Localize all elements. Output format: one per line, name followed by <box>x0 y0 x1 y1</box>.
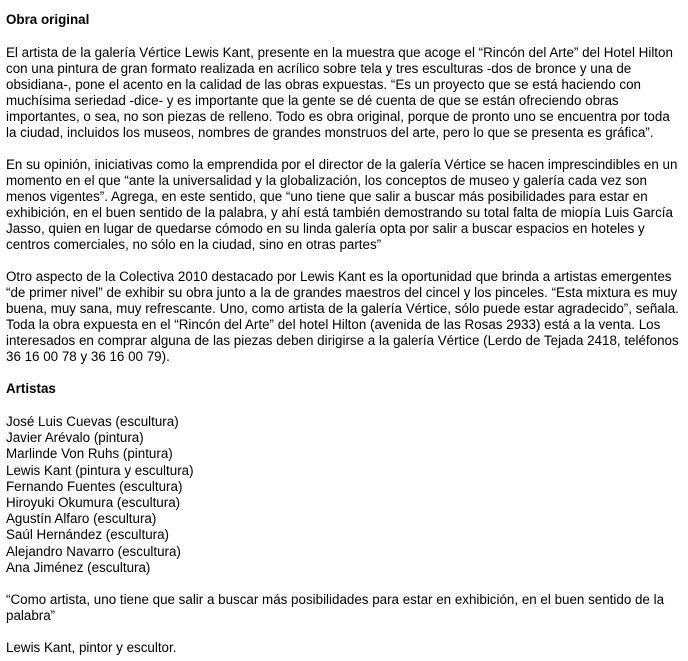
list-item: Fernando Fuentes (escultura) <box>6 478 183 494</box>
list-item: Saúl Hernández (escultura) <box>6 527 170 543</box>
list-item: Alejandro Navarro (escultura) <box>6 543 181 559</box>
list-item: Hiroyuki Okumura (escultura) <box>6 495 181 511</box>
list-item: Lewis Kant (pintura y escultura) <box>6 462 194 478</box>
paragraph-1: El artista de la galería Vértice Lewis Kant, presente en la muestra que acoge el “Rincón del Arte” del Hotel Hilton con una pintura de gran formato realizada en acrílico sobre tela y tres esculturas -dos de bronce y una de obsidiana-, pone el acento en la calidad de las obras expuestas. “Es un proyecto que se está haciendo con muchísima seriedad -dice- y es importante que la gente se dé cuenta de que se están ofreciendo obras importantes, o sea, no son piezas de relleno. Todo es obra original, porque de pronto uno se encuentra por toda la ciudad, incluidos los museos, nombres de grandes monstruos del arte, pero lo que se presenta es gráfica”. <box>6 45 673 140</box>
paragraph-4: Toda la obra expuesta en el “Rincón del Arte” del hotel Hilton (avenida de las Rosas 2933) está a la venta. Los interesados en comprar alguna de las piezas deben dirigirse a la galería Vértice (Lerdo de Tejada 2418, teléfonos 36 16 00 78 y 36 16 00 79). <box>6 317 679 364</box>
paragraph-2: En su opinión, iniciativas como la emprendida por el director de la galería Vértice se hacen imprescindibles en un momento en el que “ante la universalidad y la globalización, los conceptos de museo y galería cada vez son menos vigentes”. Agrega, en este sentido, que “uno tiene que salir a buscar más posibilidades para estar en exhibición, en el buen sentido de la palabra, y ahí está también demostrando su total falta de miopía Luis García Jasso, quien en lugar de quedarse cómodo en su linda galería opta por salir a buscar espacios en hoteles y centros comerciales, no sólo en la ciudad, sino en otras partes” <box>6 157 678 252</box>
section-heading-artistas: Artistas <box>6 381 56 396</box>
list-item: Ana Jiménez (escultura) <box>6 559 151 575</box>
paragraph-block <box>6 269 682 365</box>
quote-attribution: Lewis Kant, pintor y escultor. <box>6 640 177 656</box>
section-heading-obra-original: Obra original <box>6 12 90 27</box>
list-item: José Luis Cuevas (escultura) <box>6 414 179 429</box>
list-item: Marlinde Von Ruhs (pintura) <box>6 446 173 462</box>
list-item: Javier Arévalo (pintura) <box>6 430 144 446</box>
artist-list <box>6 414 682 576</box>
paragraph-3: Otro aspecto de la Colectiva 2010 destacado por Lewis Kant es la oportunidad que brinda a artistas emergentes “de primer nivel” de exhibir su obra junto a la de grandes maestros del cincel y los pinceles. “Esta mixtura es muy buena, muy sana, muy refrescante. Uno, como artista de la galería Vértice, sólo puede estar agradecido”, señala. <box>6 269 679 316</box>
pull-quote: “Como artista, uno tiene que salir a buscar más posibilidades para estar en exhibición, en el buen sentido de la palabra” <box>6 592 665 624</box>
list-item: Agustín Alfaro (escultura) <box>6 511 157 527</box>
